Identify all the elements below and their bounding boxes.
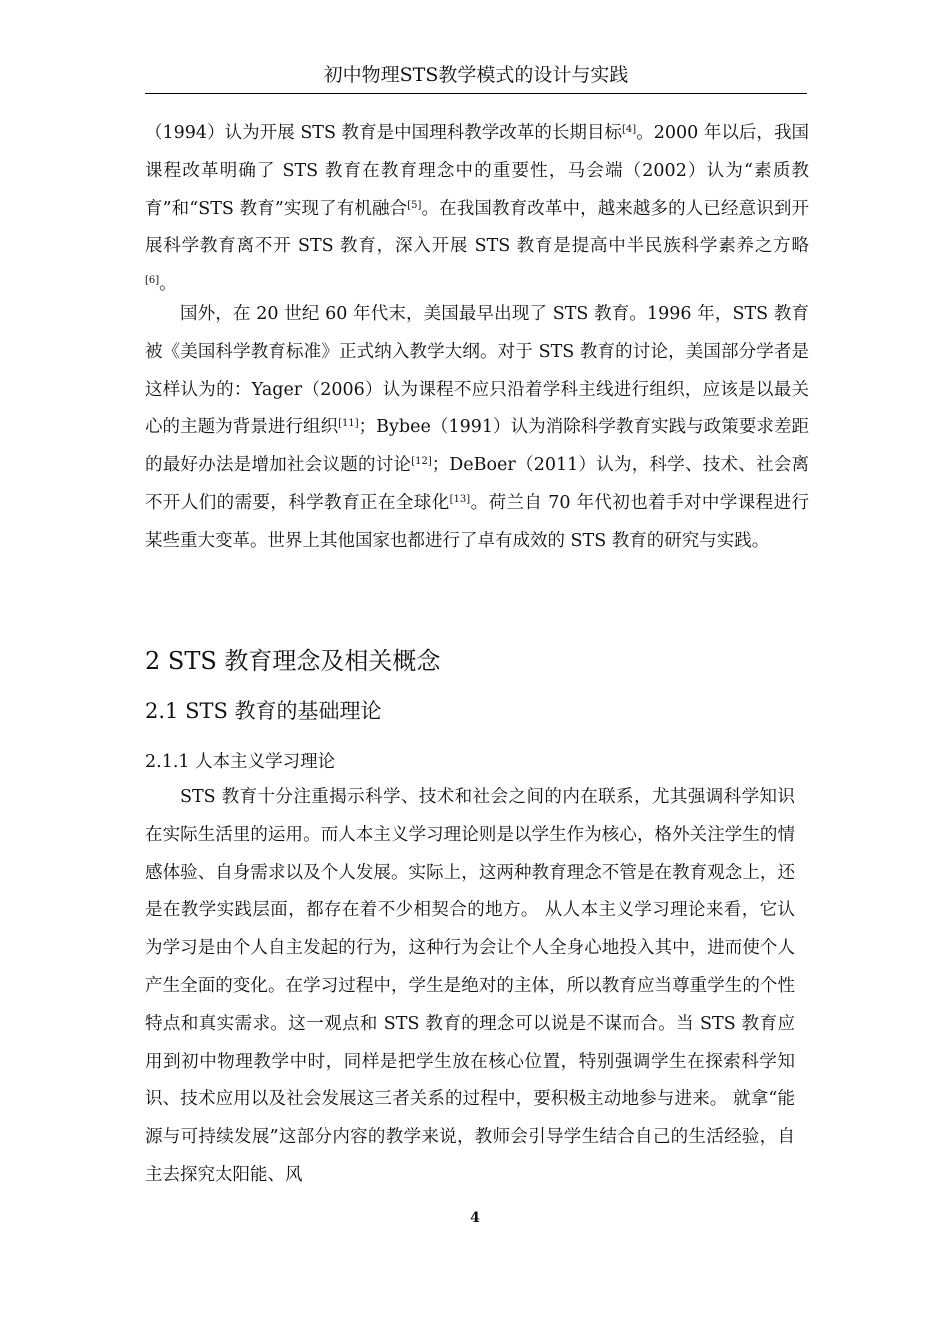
citation-ref: [11] bbox=[338, 418, 359, 430]
paragraph-domestic-sts bbox=[145, 115, 809, 304]
paragraph-foreign-sts bbox=[145, 296, 809, 561]
text-run: 。在我国教育改革中，越来越多的人已经意识到开展科学教育离不开 STS 教育，深入开展 STS 教育是提高中半民族科学素养之方略 bbox=[145, 198, 809, 257]
page-number: 4 bbox=[470, 1210, 480, 1226]
text-run: 。2000 年以后，我国课程改革明确了 STS 教育在教育理念中的重要性，马会端（2002）认为“素质教育”和“STS 教育”实现了有机融合 bbox=[145, 123, 809, 219]
text-run: 。 bbox=[159, 274, 177, 295]
running-header: 初中物理STS教学模式的设计与实践 bbox=[323, 64, 629, 86]
citation-ref: [5] bbox=[407, 199, 422, 211]
text-run: 国外，在 20 世纪 60 年代末，美国最早出现了 STS 教育。1996 年，STS 教育被《美国科学教育标准》正式纳入教学大纲。对于 STS 教育的讨论，美国部分学者是这样认为的：Yager（2006）认为课程不应只沿着学科主线进行组织，应该是以最关心的主题为背景进行组织 bbox=[145, 304, 809, 438]
citation-ref: [13] bbox=[449, 493, 471, 505]
text-run: ；Bybee（1991）认为消除科学教育实践与政策要求差距的最好办法是增加社会议题的讨论 bbox=[145, 417, 810, 476]
subsection-heading: 2.1.1 人本主义学习理论 bbox=[145, 752, 336, 772]
text-run: 。荷兰自 70 年代初也着手对中学课程进行某些重大变革。世界上其他国家也都进行了卓有成效的 STS 教育的研究与实践。 bbox=[145, 492, 809, 551]
citation-ref: [6] bbox=[145, 275, 160, 287]
citation-ref: [12] bbox=[411, 456, 432, 468]
section-heading: 2.1 STS 教育的基础理论 bbox=[145, 699, 382, 723]
text-run: （1994）认为开展 STS 教育是中国理科教学改革的长期目标 bbox=[145, 123, 622, 143]
citation-ref: [4] bbox=[622, 124, 637, 135]
text-run: ；DeBoer（2011）认为，科学、技术、社会离不开人们的需要，科学教育正在全球化 bbox=[145, 455, 810, 513]
paragraph-humanistic-theory: STS 教育十分注重揭示科学、技术和社会之间的内在联系，尤其强调科学知识在实际生活里的运用。而人本主义学习理论则是以学生作为核心，格外关注学生的情感体验、自身需求以及个人发展。实际上，这两种教育理念不管是在教育观念上，还是在教学实践层面，都存在着不少相契合的地方。 从人本主义学习理论来看，它认为学习是由个人自主发起的行为，这种行为会让个人全身心地投入其中，进而使个人产生全面的变化。在学习过程中，学生是绝对的主体，所以教育应当尊重学生的个性特点和真实需求。这一观点和 STS 教育的理念可以说是不谋而合。当 STS 教育应用到初中物理教学中时，同样是把学生放在核心位置，特别强调学生在探索科学知识、技术应用以及社会发展这三者关系的过程中，要积极主动地参与进来。 就拿“能源与可持续发展”这部分内容的教学来说，教师会引导学生结合自己的生活经验，自主去探究太阳能、风 bbox=[145, 787, 795, 1185]
header-rule bbox=[145, 93, 807, 94]
chapter-heading: 2 STS 教育理念及相关概念 bbox=[145, 647, 441, 675]
